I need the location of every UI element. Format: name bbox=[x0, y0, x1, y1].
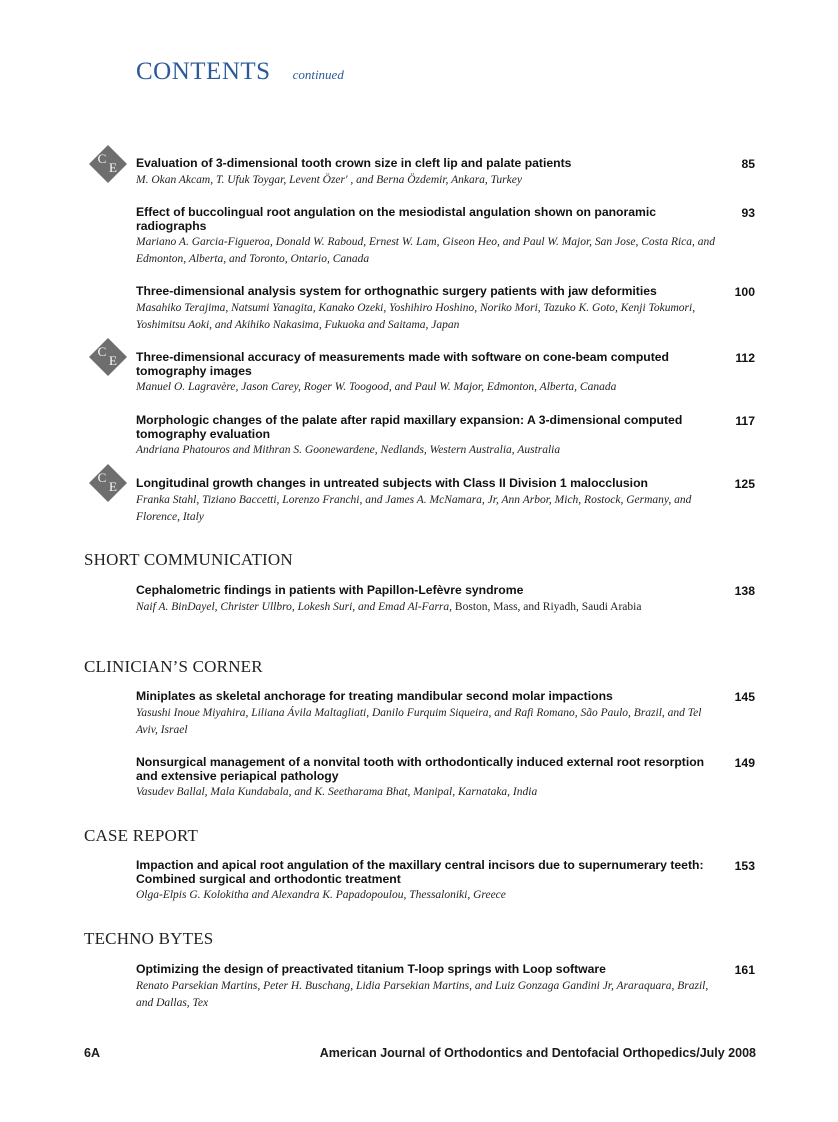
toc-entry[interactable] bbox=[136, 756, 716, 801]
page-number[interactable]: 85 bbox=[741, 157, 755, 171]
article-title[interactable]: Optimizing the design of preactivated titanium T-loop springs with Loop software bbox=[136, 962, 606, 976]
page-number[interactable]: 125 bbox=[734, 477, 755, 491]
ce-letter-e: E bbox=[109, 353, 117, 368]
toc-entry[interactable] bbox=[136, 690, 716, 739]
page-number[interactable]: 117 bbox=[735, 414, 755, 428]
contents-heading bbox=[136, 58, 344, 86]
toc-entry[interactable] bbox=[136, 206, 716, 268]
toc-entry[interactable] bbox=[136, 859, 716, 904]
section-heading-techno-bytes: TECHNO BYTES bbox=[84, 929, 214, 948]
article-authors: Masahiko Terajima, Natsumi Yanagita, Kanako Ozeki, Yoshihiro Hoshino, Noriko Mori, Tazuko K. Goto, Kenji Tokumori, Yoshimitsu Aoki, and Akihiko Nakasima, Fukuoka and Saitama, Japan bbox=[136, 301, 696, 331]
article-title[interactable]: Impaction and apical root angulation of the maxillary central incisors due to supernumerary teeth: Combined surgical and orthodontic treatment bbox=[136, 858, 704, 886]
section-heading-clinicians-corner: CLINICIAN’S CORNER bbox=[84, 657, 263, 676]
article-authors: Renato Parsekian Martins, Peter H. Buschang, Lidia Parsekian Martins, and Luiz Gonzaga Gandini Jr, Araraquara, Brazil, and Dallas, Tex bbox=[136, 979, 709, 1009]
article-authors: Olga-Elpis G. Kolokitha and Alexandra K. Papadopoulou, Thessaloniki, Greece bbox=[136, 889, 506, 901]
article-title[interactable]: Longitudinal growth changes in untreated subjects with Class II Division 1 malocclusion bbox=[136, 476, 648, 490]
section-heading-case-report: CASE REPORT bbox=[84, 826, 199, 845]
article-authors: Vasudev Ballal, Mala Kundabala, and K. Seetharama Bhat, Manipal, Karnataka, India bbox=[136, 786, 538, 798]
page-number[interactable]: 149 bbox=[734, 756, 755, 770]
article-title[interactable]: Morphologic changes of the palate after rapid maxillary expansion: A 3-dimensional computed tomography evaluation bbox=[136, 413, 683, 441]
ce-credit-icon bbox=[88, 144, 128, 184]
article-title[interactable]: Effect of buccolingual root angulation on the mesiodistal angulation shown on panoramic radiographs bbox=[136, 205, 657, 233]
ce-letter-c: C bbox=[97, 470, 107, 485]
page-number[interactable]: 161 bbox=[734, 963, 755, 977]
ce-letter-c: C bbox=[97, 151, 107, 166]
toc-entry[interactable] bbox=[136, 285, 716, 334]
article-authors: Manuel O. Lagravère, Jason Carey, Roger W. Toogood, and Paul W. Major, Edmonton, Alberta, Canada bbox=[136, 381, 617, 393]
article-authors: Andriana Phatouros and Mithran S. Goonewardene, Nedlands, Western Australia, Australia bbox=[136, 444, 561, 456]
article-authors: Mariano A. Garcia-Figueroa, Donald W. Raboud, Ernest W. Lam, Giseon Heo, and Paul W. Major, San Jose, Costa Rica, and Edmonton, Alberta, and Toronto, Ontario, Canada bbox=[136, 236, 716, 265]
footer-page-label: 6A bbox=[84, 1046, 100, 1060]
toc-entry[interactable] bbox=[136, 414, 716, 459]
article-title[interactable]: Miniplates as skeletal anchorage for treating mandibular second molar impactions bbox=[136, 689, 613, 703]
toc-entry[interactable] bbox=[136, 477, 716, 526]
section-heading-short-communication: SHORT COMMUNICATION bbox=[84, 550, 293, 569]
article-authors: Yasushi Inoue Miyahira, Liliana Ávila Maltagliati, Danilo Furquim Siqueira, and Rafi Romano, São Paulo, Brazil, and Tel Aviv, Israel bbox=[136, 706, 702, 736]
ce-credit-icon bbox=[88, 337, 128, 377]
ce-letter-e: E bbox=[109, 479, 117, 494]
article-title[interactable]: Cephalometric findings in patients with Papillon-Lefèvre syndrome bbox=[136, 583, 524, 597]
article-authors: M. Okan Akcam, T. Ufuk Toygar, Levent Özer' , and Berna Özdemir, Ankara, Turkey bbox=[136, 173, 522, 186]
footer-journal: American Journal of Orthodontics and Dentofacial Orthopedics/July 2008 bbox=[319, 1046, 756, 1060]
toc-entry[interactable] bbox=[136, 584, 716, 616]
toc-entry[interactable] bbox=[136, 351, 716, 396]
article-title[interactable]: Three-dimensional analysis system for orthognathic surgery patients with jaw deformities bbox=[136, 284, 657, 298]
ce-credit-icon bbox=[88, 463, 128, 503]
page-number[interactable]: 145 bbox=[734, 690, 755, 704]
page-number[interactable]: 138 bbox=[734, 584, 755, 598]
article-title[interactable]: Nonsurgical management of a nonvital tooth with orthodontically induced external root resorption and extensive periapical pathology bbox=[136, 755, 705, 783]
page-number[interactable]: 100 bbox=[734, 285, 755, 299]
page-number[interactable]: 153 bbox=[734, 859, 755, 873]
article-title[interactable]: Three-dimensional accuracy of measurements made with software on cone-beam computed tomography images bbox=[136, 350, 670, 378]
article-authors: Franka Stahl, Tiziano Baccetti, Lorenzo Franchi, and James A. McNamara, Jr, Ann Arbor, Mich, Rostock, Germany, and Florence, Italy bbox=[136, 493, 692, 523]
page-title: CONTENTS bbox=[136, 58, 271, 85]
page-subtitle: continued bbox=[292, 67, 344, 82]
page-number[interactable]: 112 bbox=[735, 351, 755, 365]
toc-entry[interactable] bbox=[136, 963, 716, 1012]
article-title[interactable]: Evaluation of 3-dimensional tooth crown size in cleft lip and palate patients bbox=[136, 156, 572, 170]
toc-entry[interactable] bbox=[136, 157, 716, 189]
article-authors: Naif A. BinDayel, Christer Ullbro, Lokesh Suri, and Emad Al-Farra, Boston, Mass, and Riyadh, Saudi Arabia bbox=[136, 600, 642, 613]
ce-letter-e: E bbox=[109, 160, 117, 175]
page-number[interactable]: 93 bbox=[741, 206, 755, 220]
ce-letter-c: C bbox=[97, 344, 107, 359]
